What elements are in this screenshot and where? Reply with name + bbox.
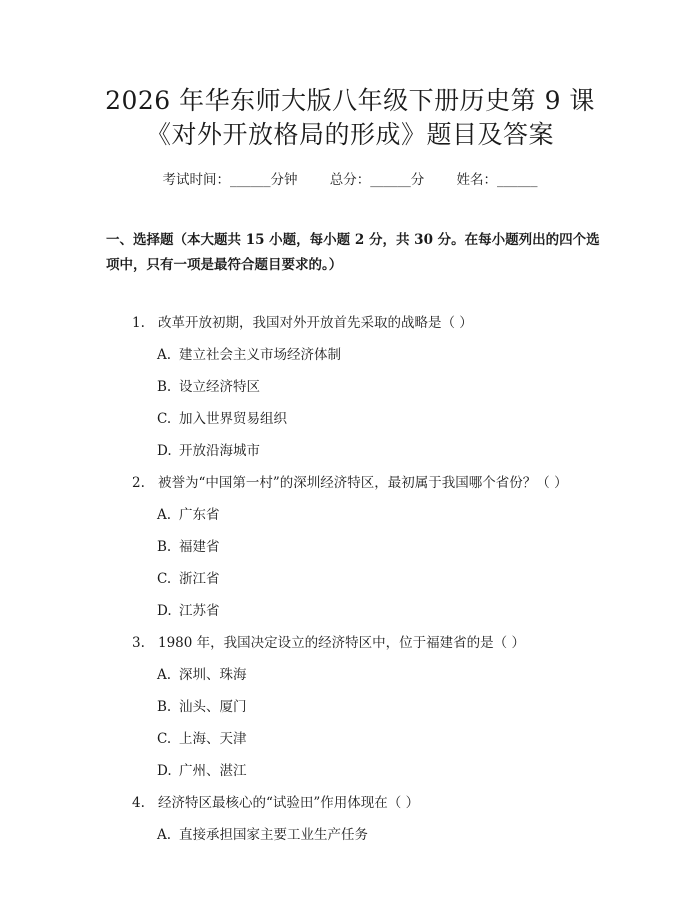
question-number: 1.: [132, 315, 145, 331]
option-letter: A.: [157, 347, 172, 363]
question-number: 4.: [132, 795, 145, 811]
question-1: [132, 311, 473, 331]
option-letter: A.: [157, 507, 172, 523]
question-number: 2.: [132, 475, 145, 491]
question-4-option-a: [157, 823, 368, 843]
option-letter: C.: [157, 571, 172, 587]
question-3-option-d: [157, 759, 247, 779]
option-text: 汕头、厦门: [179, 699, 247, 715]
section-heading: 一、选择题（本大题共 15 小题，每小题 2 分，共 30 分。在每小题列出的四个选项中，只有一项是最符合题目要求的。）: [106, 232, 600, 273]
option-text: 福建省: [179, 539, 220, 555]
option-text: 直接承担国家主要工业生产任务: [179, 827, 368, 843]
exam-time-field: 考试时间：______分钟: [162, 172, 298, 188]
option-letter: C.: [157, 411, 172, 427]
document-title-line-2: 《对外开放格局的形成》题目及答案: [145, 120, 554, 149]
question-2-option-b: [157, 535, 220, 555]
option-text: 广州、湛江: [179, 763, 247, 779]
question-text: 经济特区最核心的“试验田”作用体现在（ ）: [158, 795, 420, 811]
option-letter: D.: [157, 763, 172, 779]
option-text: 浙江省: [179, 571, 220, 587]
question-3-option-c: [157, 727, 247, 747]
option-text: 广东省: [179, 507, 220, 523]
exam-meta-row: [0, 168, 700, 188]
question-1-option-a: [157, 343, 341, 363]
option-letter: A.: [157, 667, 172, 683]
total-score-field: 总分：______分: [329, 172, 425, 188]
question-text: 1980 年，我国决定设立的经济特区中，位于福建省的是（ ）: [158, 635, 525, 651]
option-text: 深圳、珠海: [179, 667, 247, 683]
document-title-line-1: 2026 年华东师大版八年级下册历史第 9 课: [105, 86, 595, 115]
question-4: [132, 791, 419, 811]
question-3-option-a: [157, 663, 247, 683]
question-3-option-b: [157, 695, 247, 715]
question-2-option-c: [157, 567, 220, 587]
question-text: 改革开放初期，我国对外开放首先采取的战略是（ ）: [158, 315, 473, 331]
option-text: 开放沿海城市: [179, 443, 260, 459]
question-number: 3.: [132, 635, 145, 651]
option-text: 加入世界贸易组织: [179, 411, 287, 427]
question-1-option-c: [157, 407, 287, 427]
question-2-option-d: [157, 599, 220, 619]
question-3: [132, 631, 525, 651]
option-letter: D.: [157, 603, 172, 619]
question-1-option-b: [157, 375, 260, 395]
option-letter: B.: [157, 699, 172, 715]
option-text: 上海、天津: [179, 731, 247, 747]
question-text: 被誉为“中国第一村”的深圳经济特区，最初属于我国哪个省份？（ ）: [158, 475, 568, 491]
question-1-option-d: [157, 439, 260, 459]
option-letter: B.: [157, 539, 172, 555]
option-letter: C.: [157, 731, 172, 747]
student-name-field: 姓名：______: [456, 172, 538, 188]
option-text: 设立经济特区: [179, 379, 260, 395]
option-letter: D.: [157, 443, 172, 459]
option-text: 江苏省: [179, 603, 220, 619]
option-letter: B.: [157, 379, 172, 395]
question-2-option-a: [157, 503, 220, 523]
option-letter: A.: [157, 827, 172, 843]
option-text: 建立社会主义市场经济体制: [179, 347, 341, 363]
question-2: [132, 471, 568, 491]
